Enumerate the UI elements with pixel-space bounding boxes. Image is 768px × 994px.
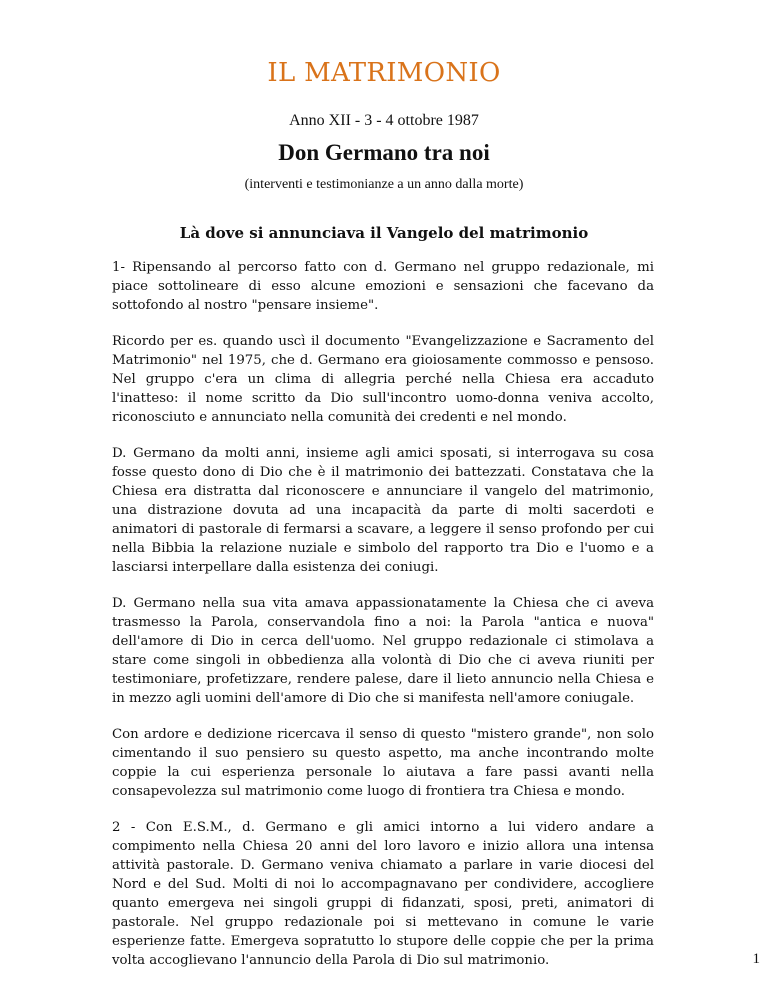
document-title: IL MATRIMONIO — [267, 58, 501, 88]
paragraph: Ricordo per es. quando uscì il documento "Evangelizzazione e Sacramento del Matrimonio" nel 1975, che d. Germano era gioiosamente commosso e pensoso. Nel gruppo c'era un clima di allegria perché nella Chiesa era accaduto l'inatteso: il nome scritto da Dio sull'incontro uomo-donna veniva accolto, riconosciuto e annunciato nella comunità dei credenti e nel mondo. — [112, 334, 654, 425]
subtitle-note: (interventi e testimonianze a un anno dalla morte) — [244, 177, 524, 192]
paragraph: D. Germano nella sua vita amava appassionatamente la Chiesa che ci aveva trasmesso la Parola, conservandola fino a noi: la Parola "antica e nuova" dell'amore di Dio in cerca dell'uomo. Nel gruppo redazionale ci stimolava a stare come singoli in obbedienza alla volontà di Dio che ci aveva riuniti per testimoniare, profetizzare, rendere palese, dare il lieto annuncio nella Chiesa e in mezzo agli uomini dell'amore di Dio che si manifesta nell'amore coniugale. — [112, 596, 654, 706]
paragraph: D. Germano da molti anni, insieme agli amici sposati, si interrogava su cosa fosse questo dono di Dio che è il matrimonio dei battezzati. Constatava che la Chiesa era distratta dal riconoscere e annunciare il vangelo del matrimonio, una distrazione dovuta ad una incapacità da parte di molti sacerdoti e animatori di pastorale di fermarsi a scavare, a leggere il senso profondo per cui nella Bibbia la relazione nuziale e simbolo del rapporto tra Dio e l'uomo e a lasciarsi interpellare dalla esistenza dei coniugi. — [112, 446, 654, 575]
paragraph: Con ardore e dedizione ricercava il senso di questo "mistero grande", non solo cimentando il suo pensiero su questo aspetto, ma anche incontrando molte coppie la cui esperienza personale lo aiutava a fare passi avanti nella consapevolezza sul matrimonio come luogo di frontiera tra Chiesa e mondo. — [112, 727, 654, 799]
page-number: 1 — [752, 951, 760, 967]
issue-line: Anno XII - 3 - 4 ottobre 1987 — [289, 112, 479, 129]
section-heading: Là dove si annunciava il Vangelo del matrimonio — [179, 224, 589, 242]
article-body — [112, 258, 654, 987]
paragraph: 1- Ripensando al percorso fatto con d. Germano nel gruppo redazionale, mi piace sottolineare di esso alcune emozioni e sensazioni che facevano da sottofondo al nostro "pensare insieme". — [112, 260, 654, 313]
article-subtitle: Don Germano tra noi — [278, 140, 490, 165]
paragraph: 2 - Con E.S.M., d. Germano e gli amici intorno a lui videro andare a compimento nella Chiesa 20 anni del loro lavoro e inizio allora una intensa attività pastorale. D. Germano veniva chiamato a parlare in varie diocesi del Nord e del Sud. Molti di noi lo accompagnavano per condividere, accogliere quanto emergeva nei singoli gruppi di fidanzati, sposi, preti, animatori di pastorale. Nel gruppo redazionale poi si mettevano in comune le varie esperienze fatte. Emergeva sopratutto lo stupore delle coppie che per la prima volta accoglievano l'annuncio della Parola di Dio sul matrimonio. — [112, 820, 654, 968]
